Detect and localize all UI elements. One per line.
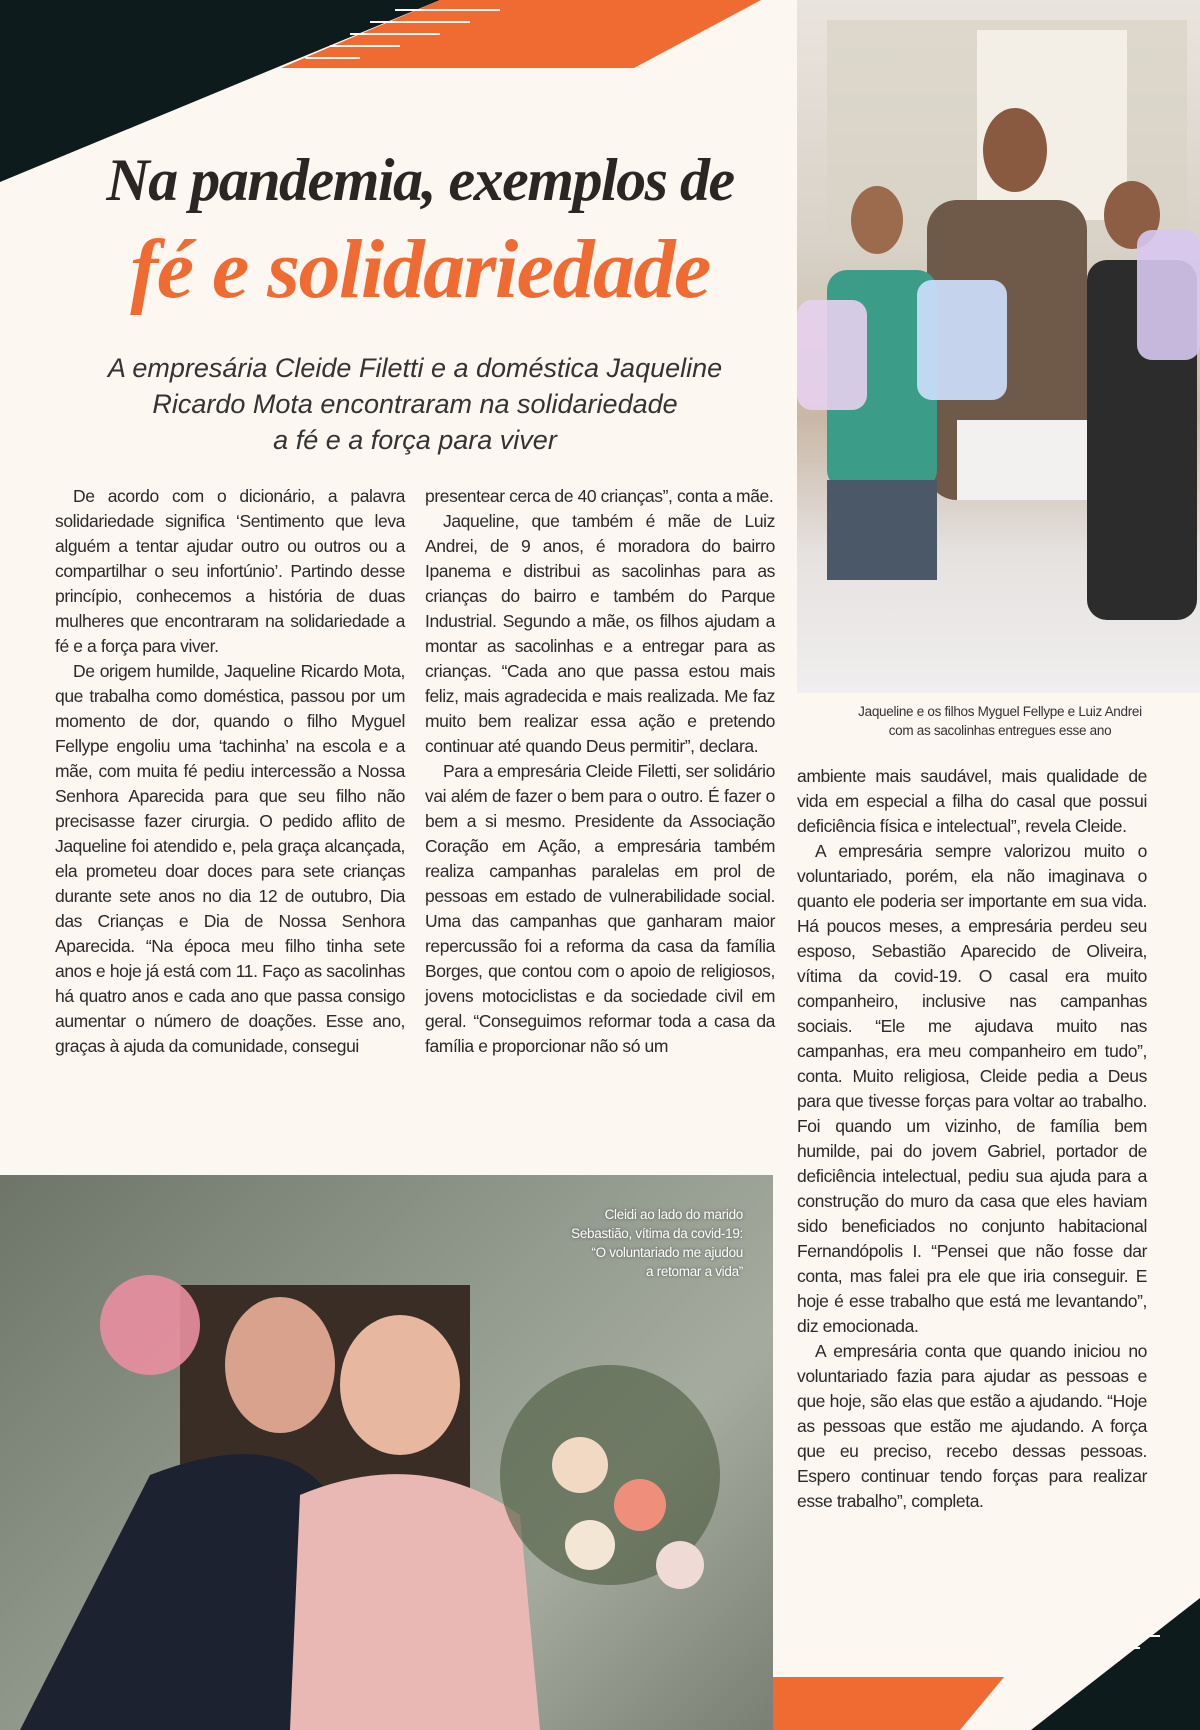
paragraph: ambiente mais saudável, mais qualidade de vida em especial a filha do casal que possui deficiência física e intelectual”, revela Cleide.: [797, 766, 1147, 836]
headline-line-1: Na pandemia, exemplos de: [106, 147, 734, 213]
paragraph: De origem humilde, Jaqueline Ricardo Mota, que trabalha como doméstica, passou por um momento de dor, quando o filho Myguel Fellype engoliu uma ‘tachinha’ na escola e a mãe, com muita fé pediu intercessão a Nossa Senhora Aparecida para que seu filho não precisasse fazer cirurgia. O pedido aflito de Jaqueline foi atendido e, pela graça alcançada, ela prometeu doar doces para sete crianças durante sete anos no dia 12 de outubro, Dia das Crianças e Dia de Nossa Senhora Aparecida. “Na época meu filho tinha sete anos e hoje já está com 11. Faço as sacolinhas há quatro anos e cada ano que passa consigo aumentar o número de doações. Esse ano, graças à ajuda da comunidade, consegui: [55, 661, 405, 1056]
paragraph: De acordo com o dicionário, a palavra solidariedade significa ‘Sentimento que leva alguém a tentar ajudar outro ou outros ou a compartilhar o seu infortúnio’. Partindo desse princípio, conhecemos a história de duas mulheres que encontraram na solidariedade a fé e a força para viver.: [55, 486, 405, 656]
headline-line-2: fé e solidariedade: [130, 223, 710, 316]
photo-jaqueline-and-sons: [797, 0, 1200, 693]
paragraph: Jaqueline, que também é mãe de Luiz Andrei, de 9 anos, é moradora do bairro Ipanema e distribui as sacolinhas para as crianças do bairro e também do Parque Industrial. Segundo a mãe, os filhos ajudam a montar as sacolinhas e a entregar para as crianças. “Cada ano que passa estou mais feliz, mais agradecida e mais realizada. Me faz muito bem realizar essa ação e pretendo continuar até quando Deus permitir”, declara.: [425, 511, 775, 756]
caption-line: Cleidi ao lado do marido: [604, 1207, 743, 1222]
caption-line: a retomar a vida”: [646, 1264, 743, 1279]
subtitle-line: A empresária Cleide Filetti e a doméstica Jaqueline: [107, 353, 723, 383]
paragraph: Para a empresária Cleide Filetti, ser solidário vai além de fazer o bem para o outro. É fazer o bem a si mesmo. Presidente da Associação Coração em Ação, a empresária também realiza campanhas paralelas em prol de pessoas em estado de vulnerabilidade social. Uma das campanhas que ganharam maior repercussão foi a reforma da casa da família Borges, que contou com o apoio de religiosos, jovens motociclistas e da sociedade civil em geral. “Conseguimos reformar toda a casa da família e proporcionar não só um: [425, 761, 775, 1056]
article-column-1: [55, 484, 405, 1059]
caption-line: Jaqueline e os filhos Myguel Fellype e Luiz Andrei: [858, 704, 1142, 719]
paragraph: A empresária conta que quando iniciou no voluntariado fazia para ajudar as pessoas e que hoje, são elas que estão a ajudando. “Hoje as pessoas que estão me ajudando. A força que eu preciso, recebo dessas pessoas. Espero continuar tendo forças para realizar esse trabalho”, completa.: [797, 1341, 1147, 1511]
photo-caption-bottom: [571, 1205, 743, 1281]
photo-caption-top: [800, 702, 1200, 740]
paragraph: presentear cerca de 40 crianças”, conta a mãe.: [425, 486, 774, 506]
dark-triangle-bottom: [1031, 1598, 1200, 1730]
caption-line: “O voluntariado me ajudou: [591, 1245, 743, 1260]
photo-cleide-and-husband: [0, 1175, 773, 1730]
paragraph: A empresária sempre valorizou muito o voluntariado, porém, ela não imaginava o quanto ele poderia ser importante em sua vida. Há poucos meses, a empresária perdeu seu esposo, Sebastião Aparecido de Oliveira, vítima da covid-19. O casal era muito companheiro, inclusive nas campanhas sociais. “Ele me ajudava muito nas campanhas, era meu companheiro em tudo”, conta. Muito religiosa, Cleide pedia a Deus para que tivesse forças para voltar ao trabalho. Foi quando um vizinho, de família bem humilde, pai do jovem Gabriel, portador de deficiência intelectual, pediu sua ajuda para a construção do muro da casa que eles haviam sido beneficiados no conjunto habitacional Fernandópolis I. “Pensei que não fosse dar conta, mas falei pra ele que iria conseguir. E hoje é esse trabalho que está me levantando”, diz emocionada.: [797, 841, 1147, 1336]
caption-line: com as sacolinhas entregues esse ano: [888, 723, 1112, 738]
photo-illustration: [797, 0, 1200, 693]
subtitle-line: Ricardo Mota encontraram na solidariedade: [152, 389, 678, 419]
subtitle: [50, 350, 780, 458]
article-column-2: [425, 484, 775, 1059]
subtitle-line: a fé e a força para viver: [273, 425, 557, 455]
caption-line: Sebastião, vítima da covid-19:: [571, 1226, 743, 1241]
article-column-3: [797, 764, 1147, 1514]
